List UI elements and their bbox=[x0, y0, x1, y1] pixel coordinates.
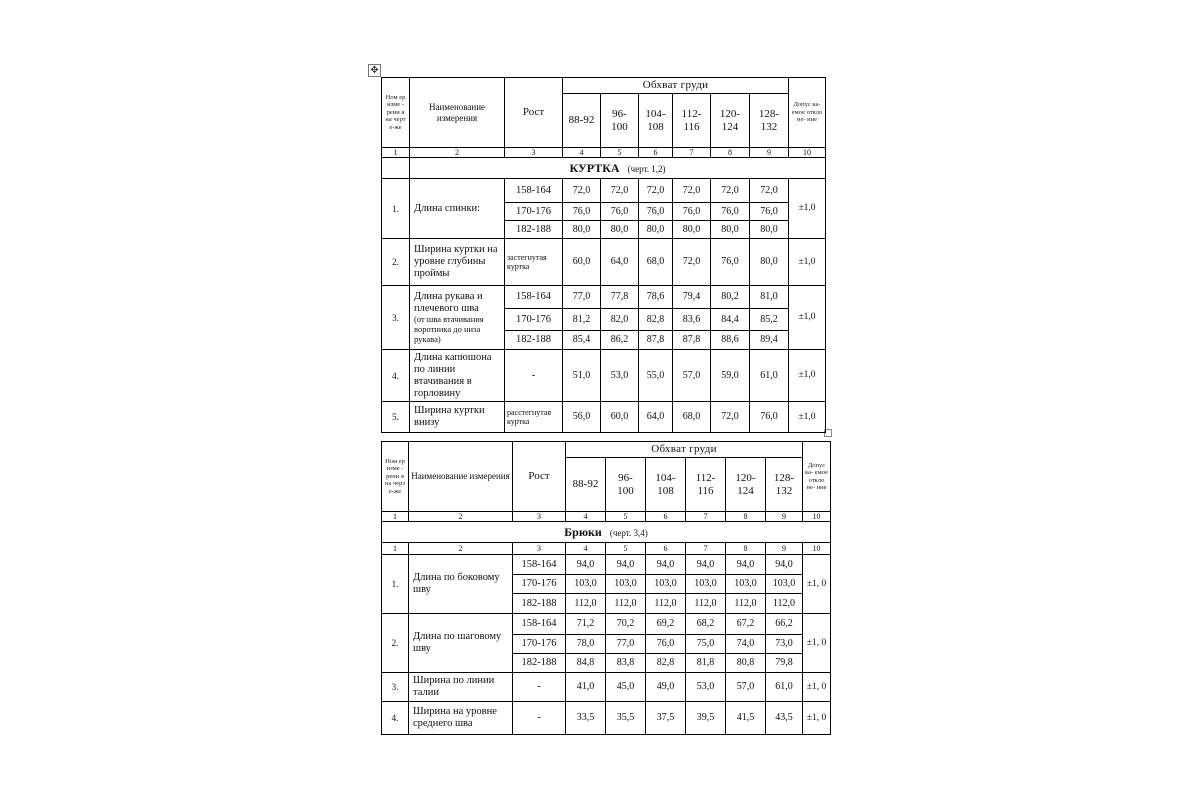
column-number: 2 bbox=[409, 512, 513, 522]
chest-range-part: 116 bbox=[697, 484, 714, 497]
measurement-name bbox=[410, 239, 505, 286]
table-row bbox=[382, 614, 831, 635]
measurement-value: 79,4 bbox=[673, 286, 711, 309]
measurement-value: 77,8 bbox=[601, 286, 639, 309]
table-row bbox=[382, 402, 826, 433]
table-row bbox=[382, 555, 831, 575]
measurement-value: 57,0 bbox=[673, 350, 711, 402]
section-row bbox=[382, 158, 826, 179]
column-number: 4 bbox=[563, 148, 601, 158]
table-row bbox=[382, 350, 826, 402]
column-number-row bbox=[382, 512, 831, 522]
measurement-value: 68,0 bbox=[673, 402, 711, 433]
header-tolerance: Допус ка- емое откло не- ние bbox=[803, 442, 831, 512]
row-number: 1. bbox=[382, 179, 410, 239]
section-row bbox=[382, 522, 831, 543]
height-value: 158-164 bbox=[513, 555, 566, 575]
column-number: 6 bbox=[646, 543, 686, 555]
measurement-value: 81,0 bbox=[750, 286, 789, 309]
measurement-value: 37,5 bbox=[646, 702, 686, 735]
measurement-value: 94,0 bbox=[686, 555, 726, 575]
measurement-value: 60,0 bbox=[563, 239, 601, 286]
measurement-value: 72,0 bbox=[673, 179, 711, 203]
height-value: 158-164 bbox=[505, 179, 563, 203]
tolerance-value: ±1, 0 bbox=[803, 614, 831, 673]
header-tolerance: Допус ка- емое откло не- ние bbox=[789, 78, 826, 148]
measurement-name bbox=[409, 702, 513, 735]
height-value: 182-188 bbox=[505, 331, 563, 350]
height-value: 182-188 bbox=[513, 594, 566, 614]
row-number: 5. bbox=[382, 402, 410, 433]
measurement-value: 76,0 bbox=[711, 203, 750, 221]
height-value: 170-176 bbox=[513, 575, 566, 594]
tolerance-value: ±1,0 bbox=[789, 350, 826, 402]
header-chest-range bbox=[711, 94, 750, 148]
tolerance-value: ±1, 0 bbox=[803, 702, 831, 735]
section-title-cell bbox=[382, 522, 831, 543]
measurement-name-text: Длина по боковому шву bbox=[413, 572, 500, 596]
measurement-value: 64,0 bbox=[601, 239, 639, 286]
jacket-measurements-table bbox=[381, 77, 826, 433]
column-number: 8 bbox=[711, 148, 750, 158]
measurement-value: 71,2 bbox=[566, 614, 606, 635]
measurement-name bbox=[410, 402, 505, 433]
measurement-value: 43,5 bbox=[766, 702, 803, 735]
measurement-value: 33,5 bbox=[566, 702, 606, 735]
measurement-value: 76,0 bbox=[750, 402, 789, 433]
measurement-value: 74,0 bbox=[726, 635, 766, 654]
measurement-value: 53,0 bbox=[686, 673, 726, 702]
measurement-value: 76,0 bbox=[673, 203, 711, 221]
header-chest-range bbox=[563, 94, 601, 148]
column-number: 1 bbox=[382, 148, 410, 158]
header-chest-range bbox=[646, 458, 686, 512]
measurement-value: 82,0 bbox=[601, 309, 639, 331]
measurement-note: (от шва втачивания воротника до низа рукава) bbox=[414, 314, 484, 344]
chest-range-part: 128- bbox=[758, 107, 780, 120]
measurement-name-text: Ширина куртки на уровне глубины проймы bbox=[414, 244, 498, 280]
measurement-value: 112,0 bbox=[646, 594, 686, 614]
measurement-value: 78,6 bbox=[639, 286, 673, 309]
height-value: - bbox=[513, 673, 566, 702]
measurement-value: 87,8 bbox=[639, 331, 673, 350]
height-value: 158-164 bbox=[505, 286, 563, 309]
height-value: 158-164 bbox=[513, 614, 566, 635]
table-row bbox=[382, 673, 831, 702]
section-note: (черт. 1,2) bbox=[627, 163, 666, 174]
measurement-value: 76,0 bbox=[750, 203, 789, 221]
measurement-value: 68,2 bbox=[686, 614, 726, 635]
header-chest-range bbox=[686, 458, 726, 512]
measurement-value: 67,2 bbox=[726, 614, 766, 635]
header-chest-girth: Обхват груди bbox=[566, 442, 803, 458]
row-number: 4. bbox=[382, 702, 409, 735]
measurement-value: 41,0 bbox=[566, 673, 606, 702]
column-number: 5 bbox=[601, 148, 639, 158]
measurement-value: 72,0 bbox=[563, 179, 601, 203]
header-height: Рост bbox=[505, 78, 563, 148]
column-number: 1 bbox=[382, 512, 409, 522]
measurement-value: 80,8 bbox=[726, 654, 766, 673]
measurement-value: 72,0 bbox=[750, 179, 789, 203]
chest-range-part: 100 bbox=[617, 484, 634, 497]
measurement-name bbox=[410, 179, 505, 239]
chest-range-part: 120- bbox=[719, 107, 741, 120]
measurement-value: 80,0 bbox=[639, 221, 673, 239]
header-chest-range bbox=[566, 458, 606, 512]
measurement-value: 64,0 bbox=[639, 402, 673, 433]
measurement-value: 85,4 bbox=[563, 331, 601, 350]
measurement-value: 76,0 bbox=[563, 203, 601, 221]
height-value: - bbox=[505, 350, 563, 402]
measurement-value: 53,0 bbox=[601, 350, 639, 402]
column-number: 6 bbox=[639, 148, 673, 158]
row-number: 4. bbox=[382, 350, 410, 402]
column-number: 10 bbox=[789, 148, 826, 158]
measurement-value: 55,0 bbox=[639, 350, 673, 402]
measurement-value: 77,0 bbox=[563, 286, 601, 309]
measurement-value: 51,0 bbox=[563, 350, 601, 402]
section-title: Брюки bbox=[564, 524, 602, 539]
column-number-row bbox=[382, 148, 826, 158]
height-value: 170-176 bbox=[513, 635, 566, 654]
measurement-value: 84,8 bbox=[566, 654, 606, 673]
measurement-value: 35,5 bbox=[606, 702, 646, 735]
measurement-value: 103,0 bbox=[686, 575, 726, 594]
table-row bbox=[382, 179, 826, 203]
height-value: 182-188 bbox=[505, 221, 563, 239]
measurement-value: 41,5 bbox=[726, 702, 766, 735]
chest-range-part: 108 bbox=[657, 484, 674, 497]
measurement-value: 80,0 bbox=[750, 221, 789, 239]
measurement-name-text: Ширина на уровне среднего шва bbox=[413, 706, 497, 730]
column-number: 9 bbox=[766, 543, 803, 555]
height-value: 170-176 bbox=[505, 203, 563, 221]
measurement-value: 83,6 bbox=[673, 309, 711, 331]
chest-range-part: 128- bbox=[773, 471, 795, 484]
tolerance-value: ±1,0 bbox=[789, 179, 826, 239]
tolerance-value: ±1, 0 bbox=[803, 555, 831, 614]
measurement-value: 82,8 bbox=[639, 309, 673, 331]
column-number: 10 bbox=[803, 543, 831, 555]
measurement-value: 56,0 bbox=[563, 402, 601, 433]
measurement-value: 83,8 bbox=[606, 654, 646, 673]
measurement-value: 94,0 bbox=[726, 555, 766, 575]
table-row bbox=[382, 702, 831, 735]
column-number: 4 bbox=[566, 512, 606, 522]
chest-range-part: 132 bbox=[760, 120, 778, 133]
measurement-value: 80,0 bbox=[750, 239, 789, 286]
column-number: 1 bbox=[382, 543, 409, 555]
measurement-value: 77,0 bbox=[606, 635, 646, 654]
measurement-name bbox=[409, 555, 513, 614]
measurement-value: 94,0 bbox=[766, 555, 803, 575]
row-number: 1. bbox=[382, 555, 409, 614]
section-title: КУРТКА bbox=[569, 160, 620, 175]
table-row bbox=[382, 239, 826, 286]
chest-range-part: 108 bbox=[647, 120, 664, 133]
header-chest-range bbox=[750, 94, 789, 148]
measurement-value: 66,2 bbox=[766, 614, 803, 635]
measurement-value: 72,0 bbox=[711, 402, 750, 433]
measurement-value: 94,0 bbox=[606, 555, 646, 575]
measurement-name-text: Ширина по линии талии bbox=[413, 675, 495, 699]
measurement-value: 89,4 bbox=[750, 331, 789, 350]
header-measurement-name: Наименование измерения bbox=[409, 442, 513, 512]
chest-range-part: 132 bbox=[775, 484, 793, 497]
height-value: расстегнутая куртка bbox=[505, 402, 563, 433]
column-number: 8 bbox=[726, 543, 766, 555]
measurement-value: 80,0 bbox=[673, 221, 711, 239]
measurement-value: 79,8 bbox=[766, 654, 803, 673]
measurement-value: 112,0 bbox=[726, 594, 766, 614]
column-number: 3 bbox=[513, 512, 566, 522]
trousers-measurements-table bbox=[381, 441, 831, 735]
header-chest-range bbox=[673, 94, 711, 148]
measurement-value: 72,0 bbox=[639, 179, 673, 203]
chest-range-part: 88-92 bbox=[572, 478, 599, 491]
tolerance-value: ±1, 0 bbox=[803, 673, 831, 702]
measurement-name bbox=[410, 350, 505, 402]
column-number: 2 bbox=[410, 148, 505, 158]
chest-range-part: 104- bbox=[645, 107, 666, 120]
header-chest-range bbox=[726, 458, 766, 512]
column-number: 2 bbox=[409, 543, 513, 555]
header-height: Рост bbox=[513, 442, 566, 512]
row-number: 3. bbox=[382, 286, 410, 350]
height-value: - bbox=[513, 702, 566, 735]
measurement-value: 103,0 bbox=[566, 575, 606, 594]
chest-range-part: 116 bbox=[683, 120, 700, 133]
column-number: 3 bbox=[513, 543, 566, 555]
header-chest-range bbox=[601, 94, 639, 148]
measurement-name-text: Ширина куртки внизу bbox=[414, 405, 485, 429]
measurement-value: 72,0 bbox=[673, 239, 711, 286]
chest-range-part: 96- bbox=[618, 471, 633, 484]
tolerance-value: ±1,0 bbox=[789, 286, 826, 350]
measurement-value: 61,0 bbox=[750, 350, 789, 402]
chest-range-part: 100 bbox=[611, 120, 628, 133]
measurement-name bbox=[409, 673, 513, 702]
tolerance-value: ±1,0 bbox=[789, 239, 826, 286]
measurement-value: 70,2 bbox=[606, 614, 646, 635]
table-move-handle-icon[interactable]: ✥ bbox=[368, 64, 381, 77]
measurement-value: 69,2 bbox=[646, 614, 686, 635]
measurement-value: 59,0 bbox=[711, 350, 750, 402]
section-spacer bbox=[382, 158, 410, 179]
column-number: 10 bbox=[803, 512, 831, 522]
measurement-value: 103,0 bbox=[766, 575, 803, 594]
chest-range-part: 88-92 bbox=[568, 114, 595, 127]
row-number: 3. bbox=[382, 673, 409, 702]
column-number: 7 bbox=[673, 148, 711, 158]
column-number: 6 bbox=[646, 512, 686, 522]
measurement-value: 76,0 bbox=[601, 203, 639, 221]
measurement-value: 76,0 bbox=[639, 203, 673, 221]
chest-range-part: 96- bbox=[612, 107, 627, 120]
column-number: 9 bbox=[766, 512, 803, 522]
measurement-value: 94,0 bbox=[646, 555, 686, 575]
measurement-value: 112,0 bbox=[686, 594, 726, 614]
header-number: Ном ер изме - рени я на черз е-же bbox=[382, 442, 409, 512]
column-number: 7 bbox=[686, 512, 726, 522]
measurement-value: 81,8 bbox=[686, 654, 726, 673]
table-row bbox=[382, 286, 826, 309]
chest-range-part: 112- bbox=[695, 471, 716, 484]
measurement-name bbox=[410, 286, 505, 350]
chest-range-part: 124 bbox=[721, 120, 739, 133]
measurement-value: 75,0 bbox=[686, 635, 726, 654]
header-row bbox=[382, 442, 831, 458]
row-number: 2. bbox=[382, 614, 409, 673]
column-number: 3 bbox=[505, 148, 563, 158]
header-chest-range bbox=[606, 458, 646, 512]
measurement-value: 82,8 bbox=[646, 654, 686, 673]
measurement-value: 81,2 bbox=[563, 309, 601, 331]
header-row bbox=[382, 78, 826, 94]
measurement-value: 49,0 bbox=[646, 673, 686, 702]
tolerance-value: ±1,0 bbox=[789, 402, 826, 433]
column-number-row bbox=[382, 543, 831, 555]
header-measurement-name: Наименование измерения bbox=[410, 78, 505, 148]
chest-range-part: 104- bbox=[655, 471, 676, 484]
measurement-name-text: Длина по шаговому шву bbox=[413, 631, 502, 655]
measurement-name-text: Длина капюшона по линии втачивания в горловину bbox=[414, 351, 492, 399]
height-value: застегнутая куртка bbox=[505, 239, 563, 286]
section-note: (черт. 3,4) bbox=[609, 527, 648, 538]
section-title-cell bbox=[410, 158, 826, 179]
measurement-value: 87,8 bbox=[673, 331, 711, 350]
measurement-value: 103,0 bbox=[726, 575, 766, 594]
header-chest-girth: Обхват груди bbox=[563, 78, 789, 94]
measurement-value: 103,0 bbox=[646, 575, 686, 594]
column-number: 5 bbox=[606, 512, 646, 522]
header-chest-range bbox=[766, 458, 803, 512]
measurement-value: 80,2 bbox=[711, 286, 750, 309]
chest-range-part: 120- bbox=[735, 471, 756, 484]
measurement-value: 78,0 bbox=[566, 635, 606, 654]
measurement-value: 57,0 bbox=[726, 673, 766, 702]
row-number: 2. bbox=[382, 239, 410, 286]
measurement-value: 88,6 bbox=[711, 331, 750, 350]
measurement-value: 76,0 bbox=[646, 635, 686, 654]
measurement-value: 112,0 bbox=[606, 594, 646, 614]
measurement-value: 103,0 bbox=[606, 575, 646, 594]
chest-range-part: 112- bbox=[681, 107, 702, 120]
column-number: 4 bbox=[566, 543, 606, 555]
measurement-value: 72,0 bbox=[711, 179, 750, 203]
measurement-value: 61,0 bbox=[766, 673, 803, 702]
measurement-value: 84,4 bbox=[711, 309, 750, 331]
measurement-value: 73,0 bbox=[766, 635, 803, 654]
header-chest-range bbox=[639, 94, 673, 148]
column-number: 7 bbox=[686, 543, 726, 555]
measurement-value: 86,2 bbox=[601, 331, 639, 350]
column-number: 5 bbox=[606, 543, 646, 555]
measurement-value: 39,5 bbox=[686, 702, 726, 735]
measurement-value: 94,0 bbox=[566, 555, 606, 575]
measurement-value: 112,0 bbox=[766, 594, 803, 614]
measurement-name-text: Длина спинки: bbox=[414, 202, 481, 214]
height-value: 170-176 bbox=[505, 309, 563, 331]
measurement-value: 80,0 bbox=[563, 221, 601, 239]
column-number: 8 bbox=[726, 512, 766, 522]
column-number: 9 bbox=[750, 148, 789, 158]
measurement-value: 68,0 bbox=[639, 239, 673, 286]
measurement-value: 60,0 bbox=[601, 402, 639, 433]
header-number: Ном ер изме - рени я на черт е-же bbox=[382, 78, 410, 148]
measurement-value: 45,0 bbox=[606, 673, 646, 702]
measurement-name bbox=[409, 614, 513, 673]
measurement-name-text: Длина рукава и плечевого шва bbox=[414, 290, 483, 315]
measurement-value: 80,0 bbox=[601, 221, 639, 239]
measurement-value: 76,0 bbox=[711, 239, 750, 286]
measurement-value: 112,0 bbox=[566, 594, 606, 614]
measurement-value: 85,2 bbox=[750, 309, 789, 331]
height-value: 182-188 bbox=[513, 654, 566, 673]
chest-range-part: 124 bbox=[737, 484, 754, 497]
measurement-value: 72,0 bbox=[601, 179, 639, 203]
measurement-value: 80,0 bbox=[711, 221, 750, 239]
